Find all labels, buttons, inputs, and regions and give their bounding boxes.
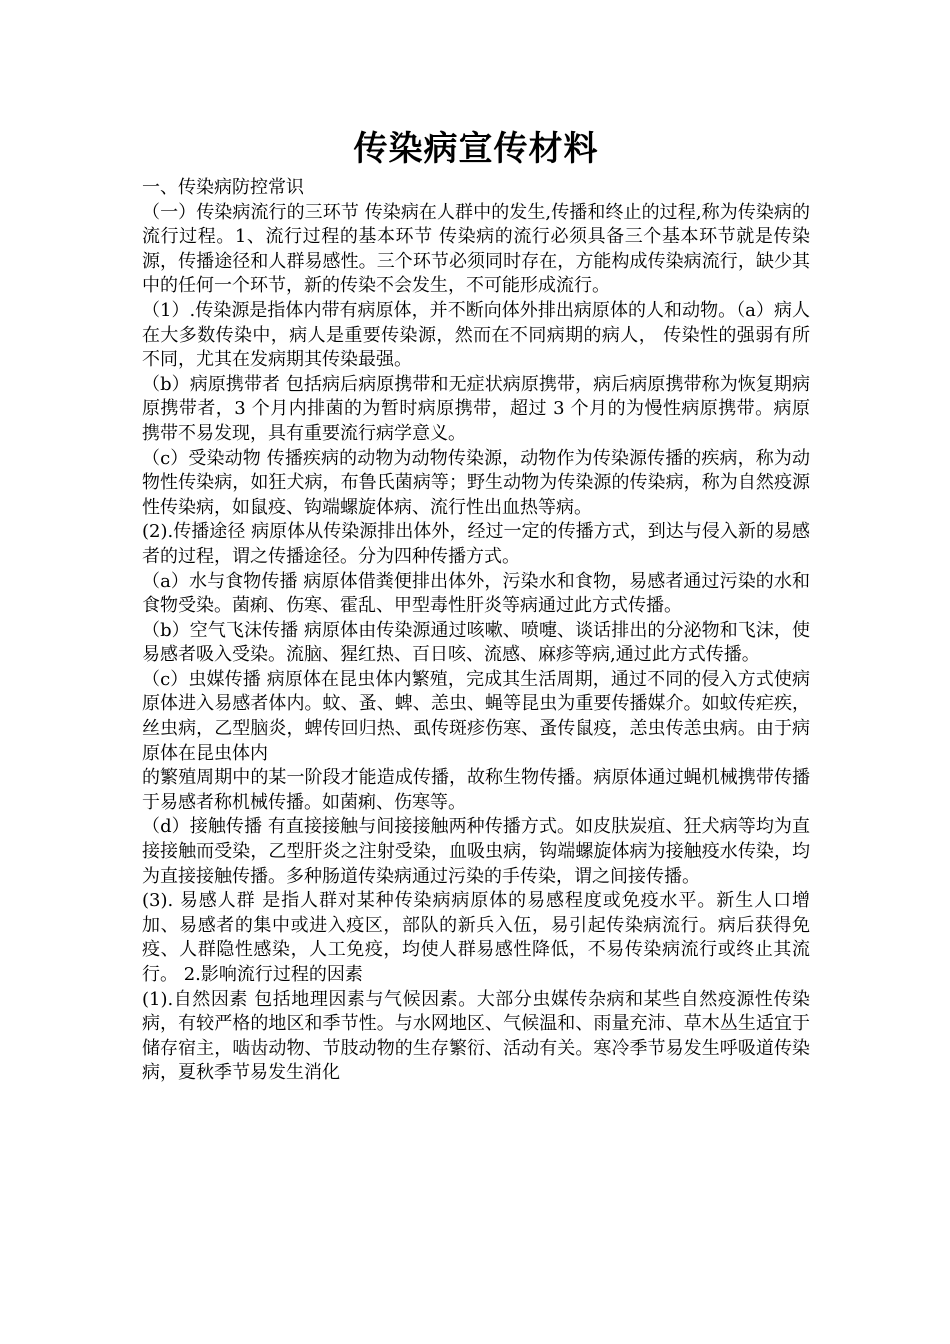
- paragraph-natural-factors: (1).自然因素 包括地理因素与气候因素。大部分虫媒传杂病和某些自然疫源性传染病，有较严格的地区和季节性。与水网地区、气候温和、雨量充沛、草木丛生适宜于储存宿主，啮齿动物、节肢动物的生存繁衍、活动有关。寒冷季节易发生呼吸道传染病，夏秋季节易发生消化: [142, 988, 810, 1084]
- paragraph-vector-borne-cont: 的繁殖周期中的某一阶段才能造成传播，故称生物传播。病原体通过蝇机械携带传播于易感者称机械传播。如菌痢、伤寒等。: [142, 767, 810, 813]
- paragraph-epidemic-links: （一）传染病流行的三环节 传染病在人群中的发生,传播和终止的过程,称为传染病的流行过程。1、流行过程的基本环节 传染病的流行必须具备三个基本环节就是传染源，传播途径和人群易感性。三个环节必须同时存在，方能构成传染病流行，缺少其中的任何一个环节，新的传染不会发生，不可能形成流行。: [142, 201, 810, 297]
- paragraph-susceptible-population: (3). 易感人群 是指人群对某种传染病病原体的易感程度或免疫水平。新生人口增加、易感者的集中或进入疫区，部队的新兵入伍，易引起传染病流行。病后获得免疫、人群隐性感染，人工免疫，均使人群易感性降低，不易传染病流行或终止其流行。 2.影响流行过程的因素: [142, 890, 810, 985]
- paragraph-pathogen-carrier: （b）病原携带者 包括病后病原携带和无症状病原携带，病后病原携带称为恢复期病原携带者，3 个月内排菌的为暂时病原携带，超过 3 个月的为慢性病原携带。病原携带不易发现，具有重要流行病学意义。: [142, 373, 810, 444]
- paragraph-transmission-route: (2).传播途径 病原体从传染源排出体外，经过一定的传播方式，到达与侵入新的易感者的过程，谓之传播途径。分为四种传播方式。: [142, 521, 810, 567]
- paragraph-infection-source: （1）.传染源是指体内带有病原体，并不断向体外排出病原体的人和动物。（a）病人 在大多数传染中，病人是重要传染源，然而在不同病期的病人， 传染性的强弱有所不同，尤其在发病期其传染最强。: [142, 299, 810, 371]
- paragraph-airborne: （b）空气飞沫传播 病原体由传染源通过咳嗽、喷嚏、谈话排出的分泌物和飞沫，使易感者吸入受染。流脑、猩红热、百日咳、流感、麻疹等病,通过此方式传播。: [142, 619, 810, 666]
- document-title: 传染病宣传材料: [353, 129, 599, 169]
- paragraph-water-food: （a）水与食物传播 病原体借粪便排出体外，污染水和食物，易感者通过污染的水和食物受染。菌痢、伤寒、霍乱、甲型毒性肝炎等病通过此方式传播。: [142, 570, 810, 617]
- document-page: [142, 122, 810, 1086]
- section-heading: 一、传染病防控常识: [142, 177, 304, 198]
- paragraph-contact: （d）接触传播 有直接接触与间接接触两种传播方式。如皮肤炭疽、狂犬病等均为直接接触而受染，乙型肝炎之注射受染，血吸虫病，钩端螺旋体病为接触疫水传染，均为直接接触传播。多种肠道传染病通过污染的手传染，谓之间接传播。: [142, 816, 810, 887]
- paragraph-infected-animals: （c）受染动物 传播疾病的动物为动物传染源，动物作为传染源传播的疾病，称为动物性传染病，如狂犬病，布鲁氏菌病等；野生动物为传染源的传染病，称为自然疫源性传染病，如鼠疫、钩端螺旋体病、流行性出血热等病。: [142, 447, 810, 518]
- paragraph-vector-borne: （c）虫媒传播 病原体在昆虫体内繁殖，完成其生活周期，通过不同的侵入方式使病原体进入易感者体内。蚊、蚤、蜱、恙虫、蝇等昆虫为重要传播媒介。如蚊传疟疾，丝虫病，乙型脑炎，蜱传回归热、虱传斑疹伤寒、蚤传鼠疫，恙虫传恙虫病。由于病原体在昆虫体内: [142, 668, 810, 764]
